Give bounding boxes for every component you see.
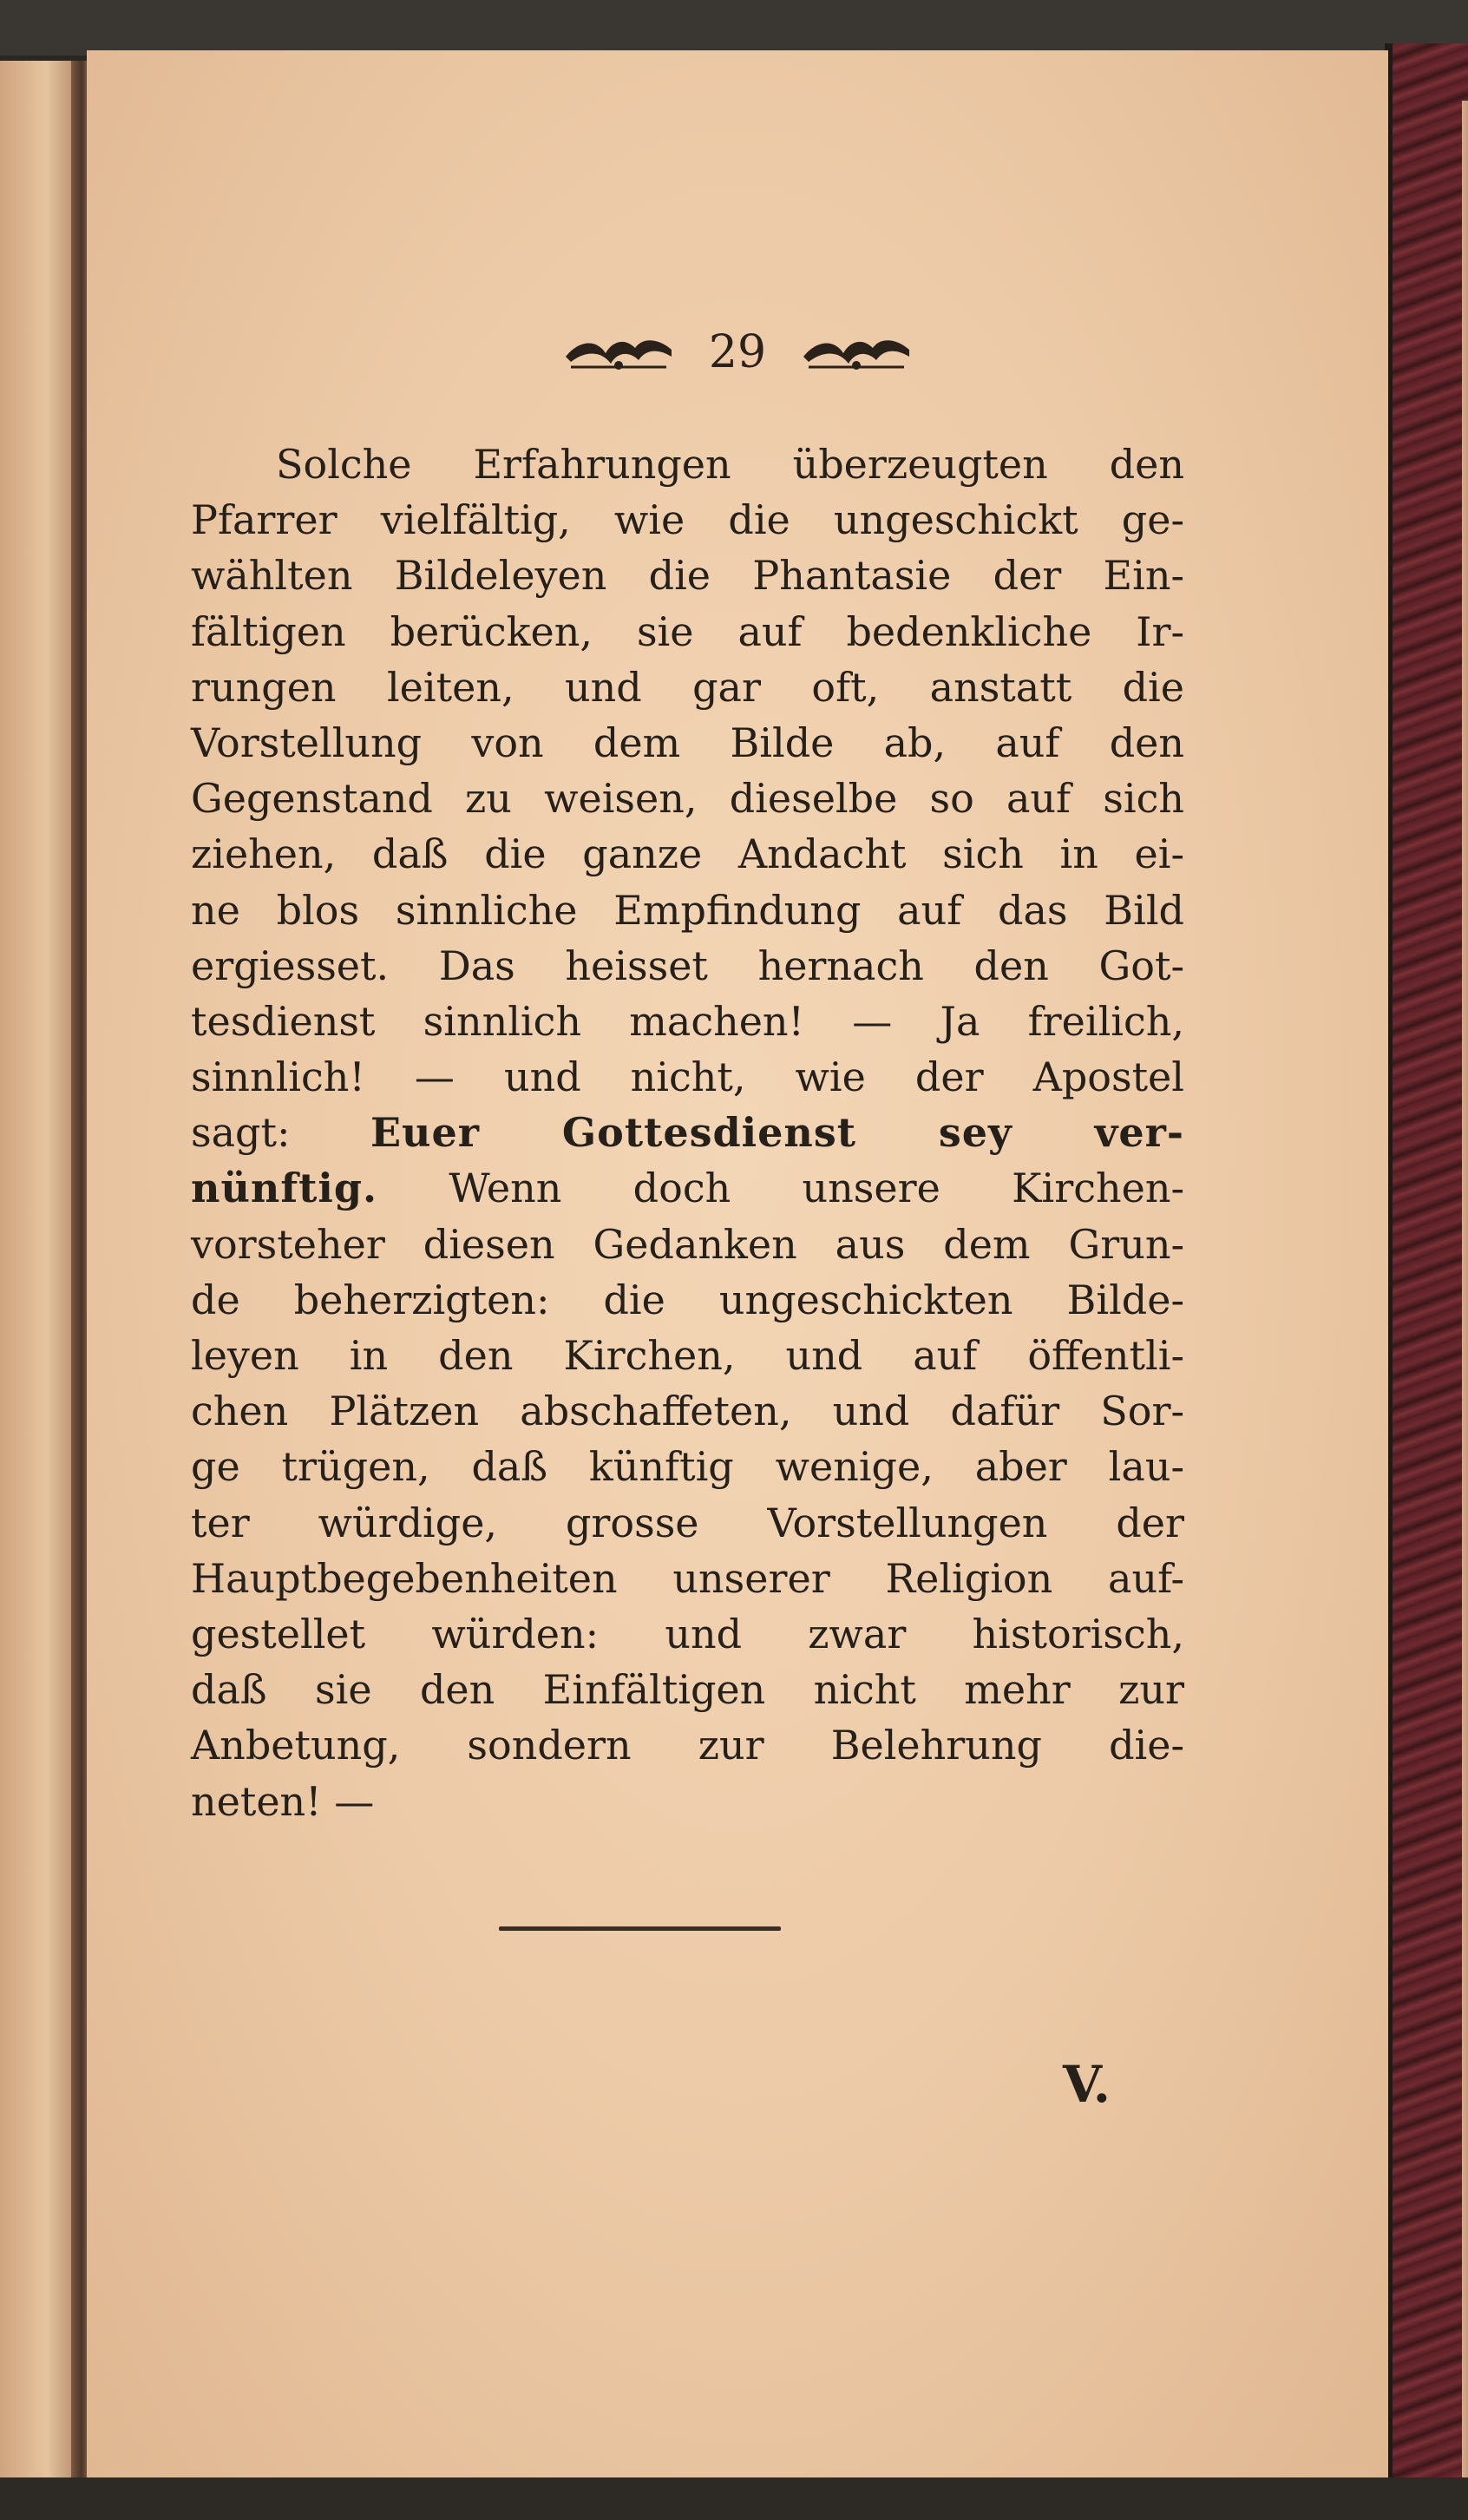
text-line: daß sie den Einfältigen nicht mehr zur — [191, 1666, 1184, 1714]
page-header — [87, 326, 1388, 378]
text-line-emphasis — [191, 1160, 1184, 1216]
text-line: rungen leiten, und gar oft, anstatt die — [191, 663, 1184, 711]
left-page-edge — [0, 61, 78, 2482]
text-line: Gegenstand zu weisen, dieselbe so auf sich — [191, 775, 1184, 823]
text-line: leyen in den Kirchen, und auf öffentli- — [191, 1332, 1184, 1379]
text-line: Hauptbegebenheiten unserer Religion auf- — [191, 1554, 1184, 1602]
text-line: ge trügen, daß künftig wenige, aber lau- — [191, 1443, 1184, 1491]
text-line: ter würdige, grosse Vorstellungen der — [191, 1499, 1184, 1546]
text-line: wählten Bildeleyen die Phantasie der Ein- — [191, 552, 1184, 600]
marbled-cover — [1393, 43, 1468, 2490]
text-line: fältigen berücken, sie auf bedenkliche Ir- — [191, 607, 1184, 655]
emphasized-text: nünftig. — [191, 1165, 378, 1212]
text-line: tesdienst sinnlich machen! — Ja freilich, — [191, 997, 1184, 1045]
text-line: ne blos sinnliche Empfindung auf das Bild — [191, 886, 1184, 934]
text-line: vorsteher diesen Gedanken aus dem Grun- — [191, 1220, 1184, 1268]
text-line: Pfarrer vielfältig, wie die ungeschickt ge- — [191, 496, 1184, 544]
text-segment: sagt: — [191, 1109, 370, 1157]
text-line: Solche Erfahrungen überzeugten den — [276, 441, 1184, 488]
text-line: chen Plätzen abschaffeten, und dafür Sor- — [191, 1388, 1184, 1435]
text-line: Vorstellung von dem Bilde ab, auf den — [191, 719, 1184, 766]
text-line: de beherzigten: die ungeschickten Bilde- — [191, 1276, 1184, 1323]
page-number: 29 — [708, 326, 767, 378]
section-rule — [499, 1926, 781, 1931]
ornament-left-icon — [562, 331, 675, 374]
text-line: ergiesset. Das heisset hernach den Got- — [191, 942, 1184, 989]
scanner-background-bottom — [0, 2477, 1468, 2520]
text-line: neten! — — [191, 1777, 375, 1825]
ornament-right-icon — [800, 331, 913, 374]
page-edge-shadow — [1462, 101, 1468, 2520]
catchword: V. — [1062, 2055, 1111, 2114]
text-line: sinnlich! — und nicht, wie der Apostel — [191, 1053, 1184, 1101]
text-line: Anbetung, sondern zur Belehrung die- — [191, 1722, 1184, 1769]
scanner-background-top — [0, 0, 1468, 56]
body-text — [191, 436, 1184, 1829]
book-page — [87, 50, 1388, 2480]
text-segment: Wenn doch unsere Kirchen- — [377, 1165, 1184, 1212]
text-line: ziehen, daß die ganze Andacht sich in ei- — [191, 830, 1184, 878]
emphasized-text: Euer Gottesdienst sey ver- — [370, 1109, 1184, 1157]
text-line-emphasis — [191, 1105, 1184, 1160]
text-line: gestellet würden: und zwar historisch, — [191, 1610, 1184, 1657]
